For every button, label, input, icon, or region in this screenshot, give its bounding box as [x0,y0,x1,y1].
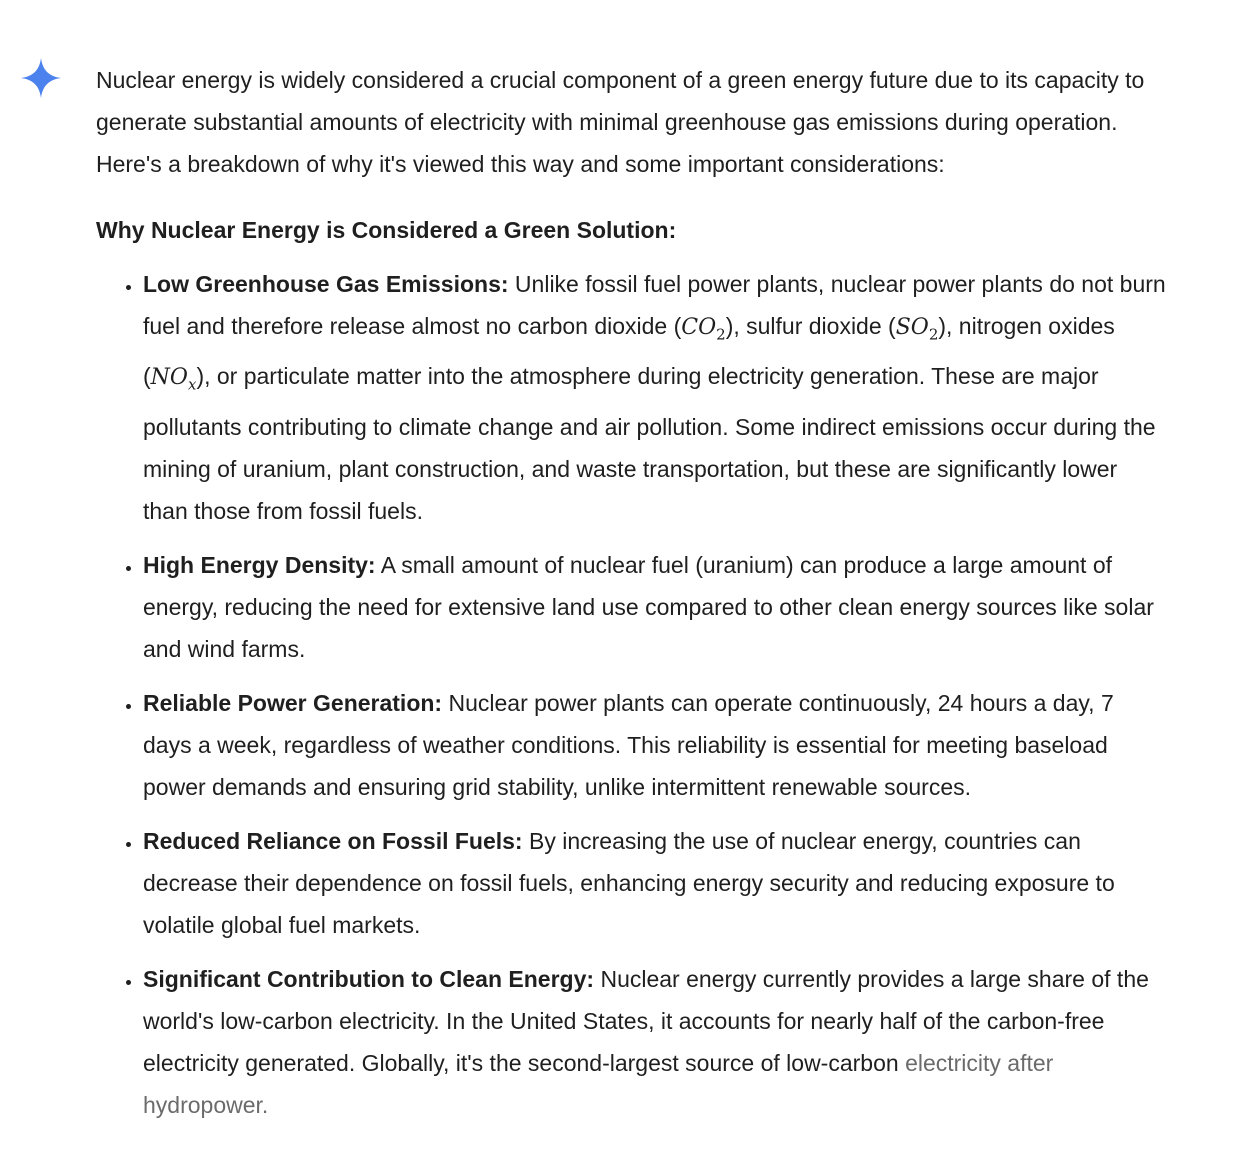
formula-sub: 2 [928,325,939,344]
item-title: Reliable Power Generation: [143,689,443,716]
item-text: Nuclear power plants can operate continuously, 24 hours a day, 7 days a week, regardless of weather conditions. This reliability is essential for meeting baseload power demands and ensuring grid stability, unlike intermittent renewable sources. [143,689,1114,800]
formula-base: SO [895,315,929,340]
formula-base: CO [681,315,717,340]
response-content [96,59,1166,1138]
item-title: Low Greenhouse Gas Emissions: [143,271,509,297]
item-text: Nuclear energy currently provides a large share of the world's low-carbon electricity. In the United States, it accounts for nearly half of the carbon-free electricity generated. Globally, it's the second-largest source of low-carbon [143,965,1149,1076]
item-text: ), or particulate matter into the atmosphere during electricity generation. These are major pollutants contributing to climate change and air pollution. Some indirect emissions occur during the mining of uranium, plant construction, and waste transportation, but these are significantly lower than those from fossil fuels. [143,363,1156,524]
item-title: High Energy Density: [143,551,376,578]
formula-nox [150,365,197,394]
sparkle-icon [19,56,63,100]
item-text: ), sulfur dioxide ( [725,313,896,339]
item-title: Reduced Reliance on Fossil Fuels: [143,827,523,854]
list-item [143,544,1166,670]
item-title: Significant Contribution to Clean Energy: [143,965,595,992]
formula-so2 [895,315,939,344]
list-item [143,263,1166,532]
item-text-streaming: electricity after hydropower. [143,1049,1054,1118]
item-text: ), nitrogen oxides ( [143,313,1115,390]
section-heading: Why Nuclear Energy is Considered a Green Solution: [96,217,677,243]
item-text: A small amount of nuclear fuel (uranium) can produce a large amount of energy, reducing the need for extensive land use compared to other clean energy sources like solar and wind farms. [143,551,1154,662]
reasons-list [96,263,1166,1126]
list-item [143,958,1166,1126]
formula-sub: x [187,375,197,394]
intro-paragraph: Nuclear energy is widely considered a crucial component of a green energy future due to its capacity to generate substantial amounts of electricity with minimal greenhouse gas emissions during operation. Here's a breakdown of why it's viewed this way and some important considerations: [96,67,1145,177]
item-text: Unlike fossil fuel power plants, nuclear power plants do not burn fuel and therefore release almost no carbon dioxide ( [143,271,1166,339]
item-text: By increasing the use of nuclear energy, countries can decrease their dependence on fossil fuels, enhancing energy security and reducing exposure to volatile global fuel markets. [143,827,1115,938]
formula-sub: 2 [716,325,726,344]
formula-co2 [681,315,726,344]
list-item [143,682,1166,808]
list-item [143,820,1166,946]
formula-base: NO [150,365,188,391]
